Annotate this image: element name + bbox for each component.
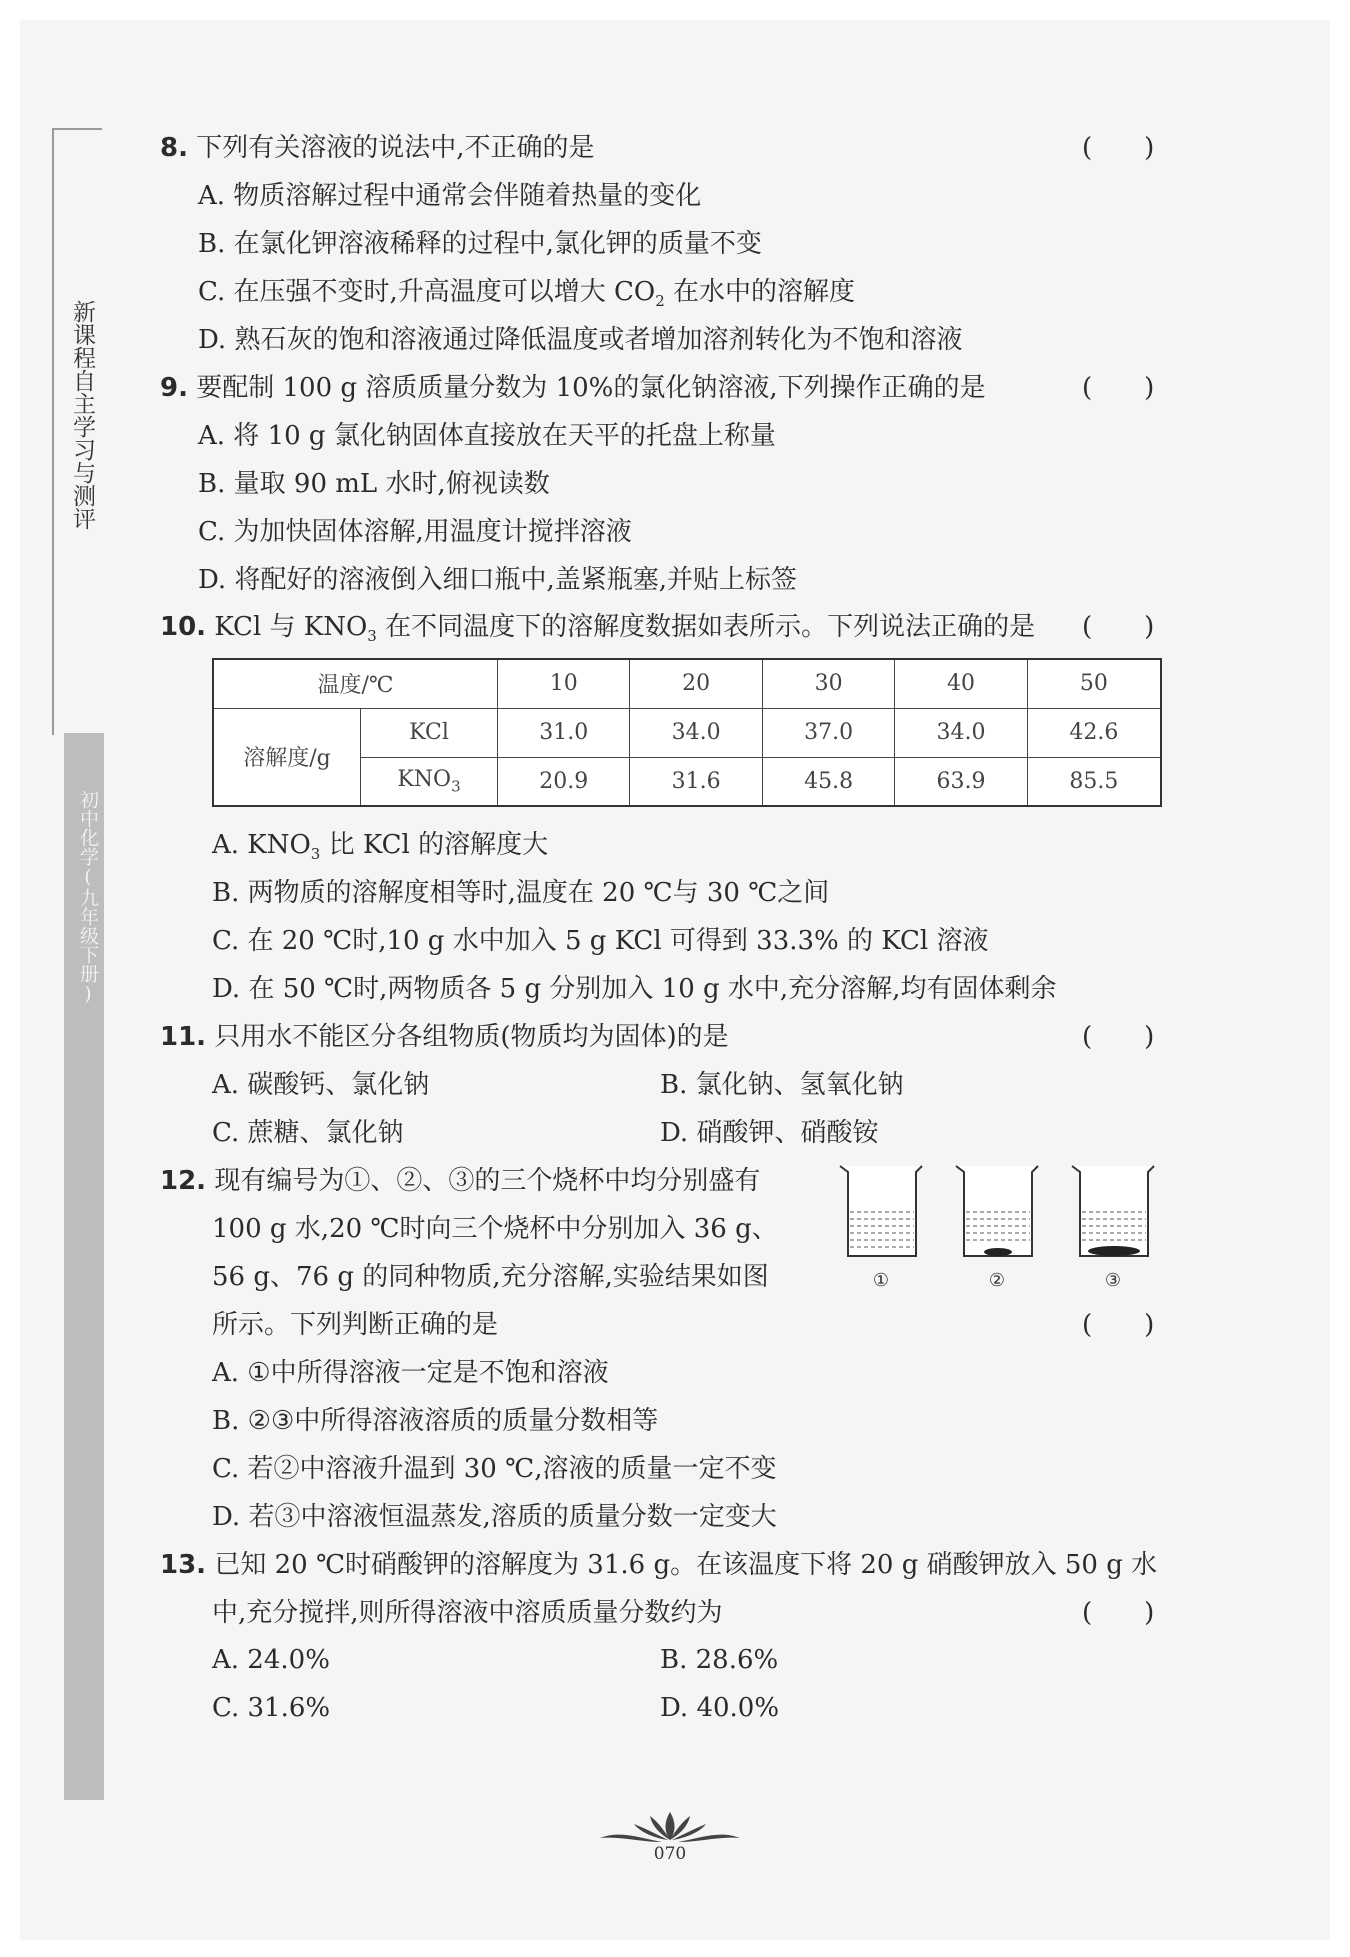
question-stem: 只用水不能区分各组物质(物质均为固体)的是 (214, 1022, 729, 1052)
question-stem-line: 现有编号为①、②、③的三个烧杯中均分别盛有 (214, 1166, 761, 1196)
option-b: B. 氯化钠、氢氧化钠 (660, 1070, 904, 1100)
option-c: C. 为加快固体溶解,用温度计搅拌溶液 (198, 517, 632, 547)
option-a: A. 物质溶解过程中通常会伴随着热量的变化 (198, 181, 702, 211)
table-cell: 34.0 (630, 708, 762, 757)
table-cell: 31.0 (498, 708, 630, 757)
question-13 (160, 1550, 1157, 1580)
question-stem-line: 56 g、76 g 的同种物质,充分溶解,实验结果如图 (212, 1262, 769, 1292)
table-cell: 85.5 (1027, 757, 1161, 806)
question-number: 12. (160, 1166, 207, 1196)
beaker-2 (956, 1166, 1038, 1256)
option-d: D. 硝酸钾、硝酸铵 (660, 1118, 879, 1148)
option-c: C. 在压强不变时,升高温度可以增大 $CO_2$ 在水中的溶解度 (198, 277, 856, 311)
answer-parentheses: ( ) (1082, 612, 1155, 642)
answer-parentheses: ( ) (1082, 133, 1155, 163)
option-d: D. 在 50 ℃时,两物质各 5 g 分别加入 10 g 水中,充分溶解,均有固体剩余 (212, 974, 1057, 1004)
answer-parentheses: ( ) (1082, 373, 1155, 403)
option-c: C. 蔗糖、氯化钠 (212, 1118, 404, 1148)
question-10 (160, 612, 1035, 651)
option-a: A. ①中所得溶液一定是不饱和溶液 (212, 1358, 609, 1388)
answer-parentheses: ( ) (1082, 1598, 1155, 1628)
table-cell: 45.8 (762, 757, 894, 806)
answer-parentheses: ( ) (1082, 1022, 1155, 1052)
table-header-temp: 温度/℃ (213, 659, 498, 708)
table-header-cell: 30 (762, 659, 894, 708)
option-b: B. 在氯化钾溶液稀释的过程中,氯化钾的质量不变 (198, 229, 762, 259)
question-8 (160, 133, 595, 163)
question-number: 10. (160, 612, 207, 642)
table-row-group-label: 溶解度/g (213, 708, 361, 806)
option-b: B. 28.6% (660, 1645, 779, 1675)
question-stem: 下列有关溶液的说法中,不正确的是 (196, 133, 595, 163)
sidebar-subject: 初中化学(九年级下册) (77, 790, 99, 1005)
question-number: 8. (160, 133, 188, 163)
beakers-figure (832, 1158, 1172, 1298)
beaker-3 (1072, 1166, 1154, 1256)
option-c: C. 若②中溶液升温到 30 ℃,溶液的质量一定不变 (212, 1454, 777, 1484)
table-cell: 31.6 (630, 757, 762, 806)
table-row-label-kcl: KCl (361, 708, 498, 757)
table-header-cell: 50 (1027, 659, 1161, 708)
question-number: 11. (160, 1022, 207, 1052)
question-stem-line: 已知 20 ℃时硝酸钾的溶解度为 31.6 g。在该温度下将 20 g 硝酸钾放入 50 g 水 (214, 1550, 1158, 1580)
question-9 (160, 373, 986, 403)
question-stem-line: 所示。下列判断正确的是 (212, 1310, 499, 1340)
option-b: B. ②③中所得溶液溶质的质量分数相等 (212, 1406, 659, 1436)
option-a: A. 24.0% (212, 1645, 330, 1675)
question-stem-line: 100 g 水,20 ℃时向三个烧杯中分别加入 36 g、 (212, 1214, 778, 1244)
question-11 (160, 1022, 729, 1052)
table-header-cell: 20 (630, 659, 762, 708)
question-12 (160, 1166, 760, 1196)
table-cell: 63.9 (895, 757, 1027, 806)
question-number: 13. (160, 1550, 207, 1580)
option-a: A. 将 10 g 氯化钠固体直接放在天平的托盘上称量 (198, 421, 776, 451)
solubility-table (212, 658, 1162, 807)
option-b: B. 两物质的溶解度相等时,温度在 20 ℃与 30 ℃之间 (212, 878, 830, 908)
option-d: D. 40.0% (660, 1693, 780, 1723)
option-c: C. 在 20 ℃时,10 g 水中加入 5 g KCl 可得到 33.3% 的 KCl 溶液 (212, 926, 989, 956)
question-number: 9. (160, 373, 188, 403)
option-a: A. 碳酸钙、氯化钠 (212, 1070, 430, 1100)
option-b: B. 量取 90 mL 水时,俯视读数 (198, 469, 550, 499)
table-cell: 34.0 (895, 708, 1027, 757)
option-c: C. 31.6% (212, 1693, 331, 1723)
beaker-label: ② (988, 1270, 1006, 1291)
table-header-cell: 40 (895, 659, 1027, 708)
footer-ornament-icon (590, 1808, 750, 1848)
question-stem-line: 中,充分搅拌,则所得溶液中溶质质量分数约为 (212, 1598, 723, 1628)
option-a: A. $KNO_3$ 比 KCl 的溶解度大 (212, 830, 549, 864)
option-d: D. 将配好的溶液倒入细口瓶中,盖紧瓶塞,并贴上标签 (198, 565, 797, 595)
table-row-label-kno3: $KNO_3$ (361, 757, 498, 806)
question-stem: 要配制 100 g 溶质质量分数为 10%的氯化钠溶液,下列操作正确的是 (196, 373, 986, 403)
beaker-label: ③ (1104, 1270, 1122, 1291)
table-cell: 20.9 (498, 757, 630, 806)
page-number: 070 (653, 1844, 687, 1864)
beaker-label: ① (872, 1270, 890, 1291)
table-cell: 37.0 (762, 708, 894, 757)
table-cell: 42.6 (1027, 708, 1161, 757)
option-d: D. 熟石灰的饱和溶液通过降低温度或者增加溶剂转化为不饱和溶液 (198, 325, 963, 355)
beaker-1 (840, 1166, 922, 1256)
option-d: D. 若③中溶液恒温蒸发,溶质的质量分数一定变大 (212, 1502, 777, 1532)
question-stem: KCl 与 $KNO_3$ 在不同温度下的溶解度数据如表所示。下列说法正确的是 (214, 612, 1036, 646)
sidebar-book-title: 新课程自主学习与测评 (69, 300, 95, 530)
table-header-cell: 10 (498, 659, 630, 708)
answer-parentheses: ( ) (1082, 1310, 1155, 1340)
